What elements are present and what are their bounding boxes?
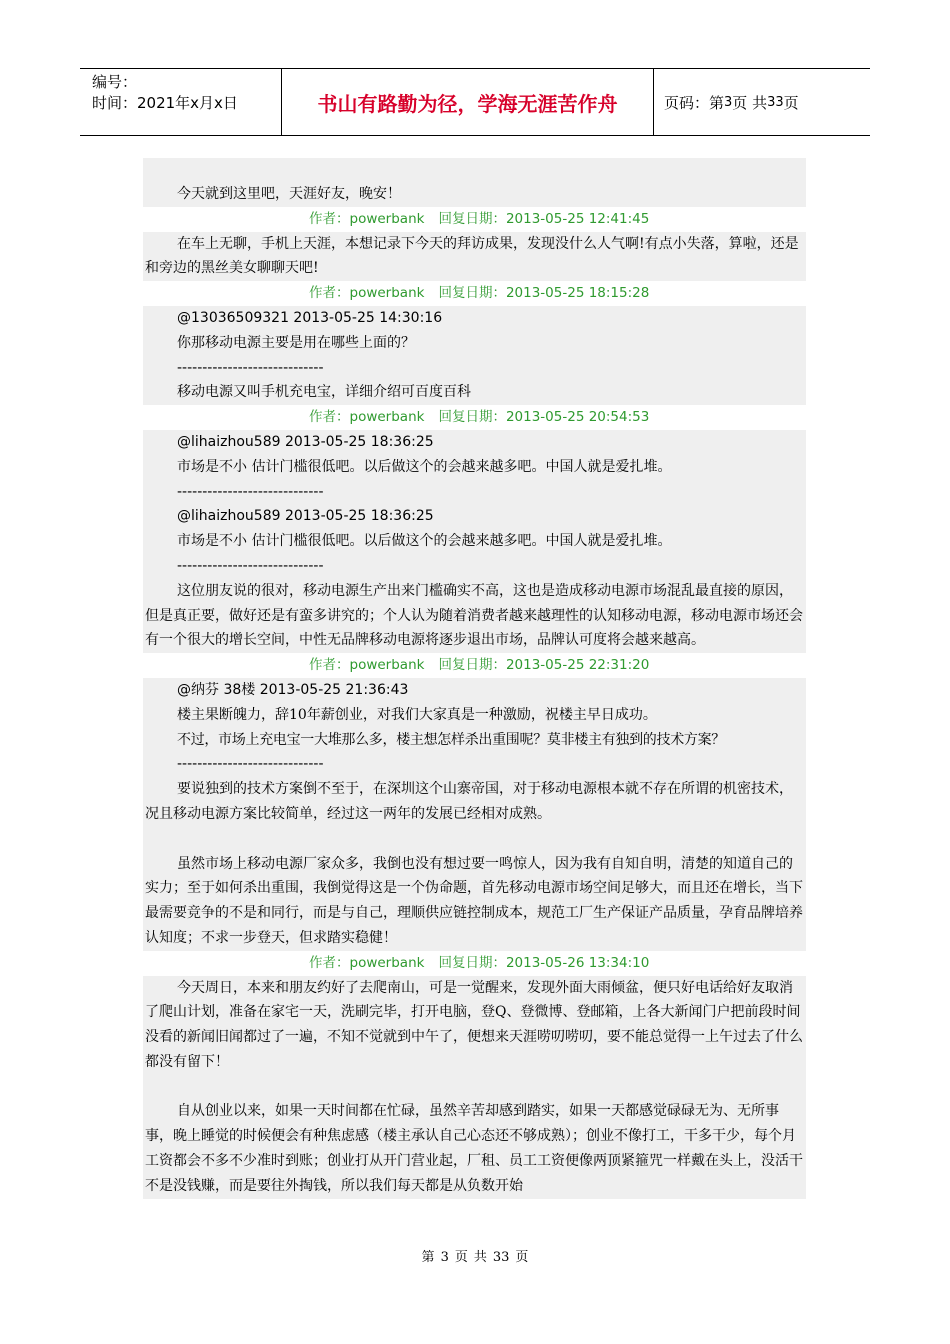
page-header bbox=[80, 68, 870, 136]
author-label: 作者：powerbank bbox=[309, 285, 425, 302]
quote-header: @lihaizhou589 2013-05-25 18:36:25 bbox=[177, 433, 434, 450]
quote-divider: ----------------------------- bbox=[177, 557, 324, 574]
page-footer bbox=[0, 1246, 950, 1265]
post-text: 这位朋友说的很对，移动电源生产出来门槛确实不高，这也是造成移动电源市场混乱最直接的原因，但是真正要，做好还是有蛮多讲究的；个人认为随着消费者越来越理性的认知移动电源，移动电源市场还会有一个很大的增长空间，中性无品牌移动电源将逐步退出市场，品牌认可度将会越来越高。 bbox=[145, 582, 803, 649]
quote-header: @13036509321 2013-05-25 14:30:16 bbox=[177, 309, 443, 326]
post-body bbox=[143, 678, 806, 951]
page-suffix: 页 bbox=[783, 93, 799, 112]
header-meta bbox=[80, 69, 282, 135]
post-body bbox=[143, 306, 806, 405]
reply-date: 回复日期：2013-05-26 13:34:10 bbox=[438, 954, 650, 971]
post-meta bbox=[143, 653, 806, 678]
quote-text: 楼主果断魄力，辞10年薪创业，对我们大家真是一种激励，祝楼主早日成功。 bbox=[177, 706, 657, 723]
header-page-info bbox=[654, 69, 870, 135]
post-text: 在车上无聊，手机上天涯，本想记录下今天的拜访成果，发现没什么人气啊!有点小失落，算啦，还是和旁边的黑丝美女聊聊天吧! bbox=[145, 235, 799, 277]
quote-text: 不过，市场上充电宝一大堆那么多，楼主想怎样杀出重围呢？莫非楼主有独到的技术方案？ bbox=[177, 731, 725, 748]
post-meta bbox=[143, 405, 806, 430]
footer-word: 第 bbox=[421, 1250, 435, 1265]
quote-divider: ----------------------------- bbox=[177, 483, 324, 500]
quote-divider: ----------------------------- bbox=[177, 359, 324, 376]
post-text: 要说独到的技术方案倒不至于，在深圳这个山寨帝国，对于移动电源根本就不存在所谓的机密技术，况且移动电源方案比较简单，经过这一两年的发展已经相对成熟。 bbox=[145, 781, 793, 822]
author-label: 作者：powerbank bbox=[309, 210, 425, 227]
post-meta bbox=[143, 951, 806, 976]
quote-text: 你那移动电源主要是用在哪些上面的？ bbox=[177, 334, 415, 351]
footer-word: 共 bbox=[473, 1250, 487, 1265]
post-meta bbox=[143, 281, 806, 306]
page-prefix: 页码：第 bbox=[664, 93, 725, 112]
author-label: 作者：powerbank bbox=[309, 954, 425, 971]
post-body bbox=[143, 430, 806, 653]
footer-page-total: 33 bbox=[492, 1250, 510, 1265]
quote-header: @lihaizhou589 2013-05-25 18:36:25 bbox=[177, 508, 434, 525]
header-motto: 书山有路勤为径，学海无涯苦作舟 bbox=[282, 69, 654, 135]
reply-date: 回复日期：2013-05-25 22:31:20 bbox=[438, 657, 650, 674]
footer-word: 页 bbox=[454, 1250, 468, 1265]
footer-word: 页 bbox=[515, 1250, 529, 1265]
paragraph-gap bbox=[145, 827, 804, 852]
post-text: 今天周日，本来和朋友约好了去爬南山，可是一觉醒来，发现外面大雨倾盆，便只好电话给好友取消了爬山计划，准备在家宅一天，洗刷完毕，打开电脑，登Q、登微博、登邮箱，上各大新闻门户把前段时间没看的新闻旧闻都过了一遍，不知不觉就到中午了，便想来天涯唠叨唠叨，要不能总觉得一上午过去了什么都没有留下！ bbox=[145, 979, 803, 1070]
page-mid: 页 共 bbox=[732, 93, 768, 112]
reply-date: 回复日期：2013-05-25 12:41:45 bbox=[438, 210, 650, 227]
reply-date: 回复日期：2013-05-25 18:15:28 bbox=[438, 285, 650, 302]
post-text: 虽然市场上移动电源厂家众多，我倒也没有想过要一鸣惊人，因为我有自知自明，清楚的知道自己的实力；至于如何杀出重围，我倒觉得这是一个伪命题，首先移动电源市场空间足够大，而且还在增长，当下最需要竞争的不是和同行，而是与自己，理顺供应链控制成本，规范工厂生产保证产品质量，孕育品牌培养认知度；不求一步登天，但求踏实稳健！ bbox=[145, 855, 803, 946]
author-label: 作者：powerbank bbox=[309, 657, 425, 674]
paragraph-gap bbox=[145, 1075, 804, 1100]
number-label: 编号： bbox=[92, 73, 138, 91]
page-total: 33 bbox=[767, 94, 784, 110]
quote-divider: ----------------------------- bbox=[177, 756, 324, 773]
post-body bbox=[143, 158, 806, 207]
post-body bbox=[143, 976, 806, 1199]
quote-text: 市场是不小 估计门槛很低吧。以后做这个的会越来越多吧。中国人就是爱扎堆。 bbox=[177, 458, 672, 475]
quote-text: 市场是不小 估计门槛很低吧。以后做这个的会越来越多吧。中国人就是爱扎堆。 bbox=[177, 533, 672, 550]
quote-header: @纳芬 38楼 2013-05-25 21:36:43 bbox=[177, 681, 409, 698]
date-label: 时间：2021年x月x日 bbox=[92, 94, 238, 112]
footer-page-number: 3 bbox=[440, 1250, 449, 1265]
page-number: 3 bbox=[724, 94, 733, 110]
post-meta bbox=[143, 207, 806, 232]
author-label: 作者：powerbank bbox=[309, 409, 425, 426]
post-text: 自从创业以来，如果一天时间都在忙碌，虽然辛苦却感到踏实，如果一天都感觉碌碌无为、无所事事，晚上睡觉的时候便会有种焦虑感（楼主承认自己心态还不够成熟）；创业不像打工，干多干少，每个月工资都会不多不少准时到账；创业打从开门营业起，厂租、员工工资便像两顶紧箍咒一样戴在头上，没活干不是没钱赚，而是要往外掏钱，所以我们每天都是从负数开始 bbox=[145, 1103, 803, 1194]
post-text: 今天就到这里吧，天涯好友，晚安！ bbox=[177, 186, 401, 202]
reply-date: 回复日期：2013-05-25 20:54:53 bbox=[438, 409, 650, 426]
forum-thread bbox=[143, 158, 806, 1199]
post-body bbox=[143, 232, 806, 282]
post-text: 移动电源又叫手机充电宝，详细介绍可百度百科 bbox=[177, 384, 471, 401]
